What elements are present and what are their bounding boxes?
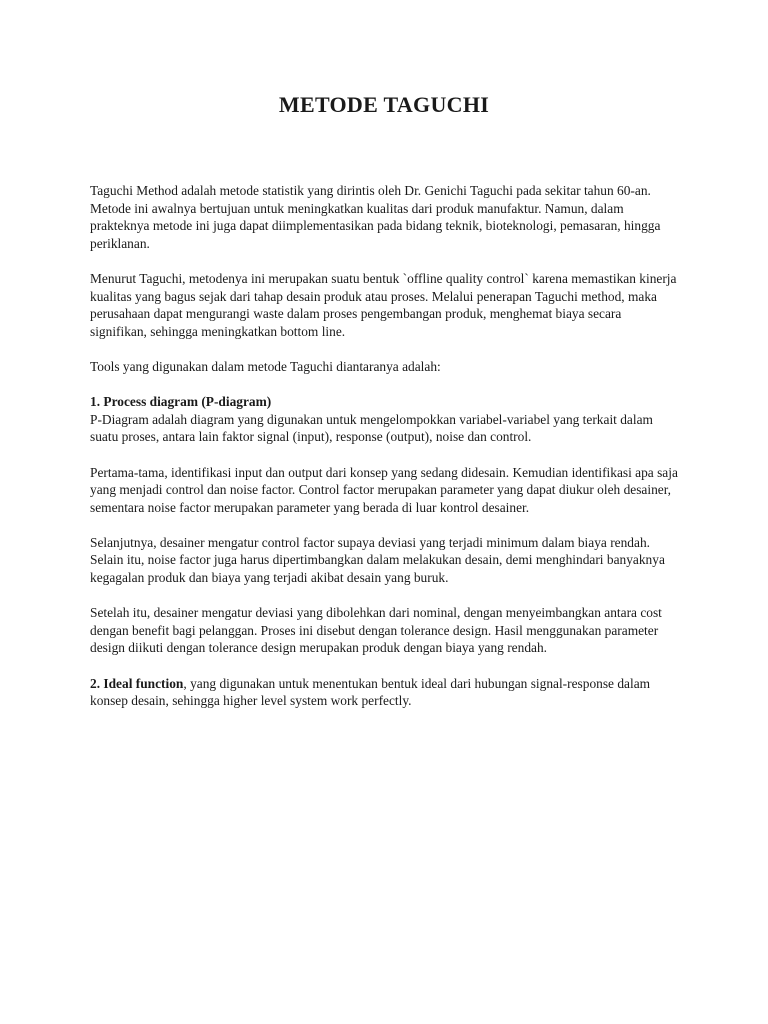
paragraph-intro: Taguchi Method adalah metode statistik yang dirintis oleh Dr. Genichi Taguchi pada sekitar tahun 60-an. Metode ini awalnya bertujuan untuk meningkatkan kualitas dari produk manufaktur. Namun, dalam prakteknya metode ini juga dapat diimplementasikan pada bidang teknik, bioteknologi, pemasaran, hingga periklanan. [90,183,661,251]
document-title: METODE TAGUCHI [278,92,490,117]
section-heading-ideal-function: 2. Ideal function [90,675,184,691]
section-heading-process-diagram: 1. Process diagram (P-diagram) [90,394,272,410]
section-text-process-diagram: P-Diagram adalah diagram yang digunakan untuk mengelompokkan variabel-variabel yang terkait dalam suatu proses, antara lain faktor signal (input), response (output), noise dan control. [90,411,653,445]
paragraph-step-2: Selanjutnya, desainer mengatur control factor supaya deviasi yang terjadi minimum dalam biaya rendah. Selain itu, noise factor juga harus dipertimbangkan dalam melakukan desain, demi menghindari banyaknya kegagalan produk dan biaya yang terjadi akibat desain yang buruk. [90,534,665,586]
document-body [90,182,678,727]
paragraph-step-1: Pertama-tama, identifikasi input dan output dari konsep yang sedang didesain. Kemudian identifikasi apa saja yang menjadi control dan noise factor. Control factor merupakan parameter yang dapat diukur oleh desainer, sementara noise factor merupakan parameter yang berada di luar kontrol desainer. [90,464,678,515]
section-ideal-function [90,675,678,710]
paragraph-step-3: Setelah itu, desainer mengatur deviasi yang dibolehkan dari nominal, dengan menyeimbangkan antara cost dengan benefit bagi pelanggan. Proses ini disebut dengan tolerance design. Hasil menggunakan parameter design diikuti dengan tolerance design merupakan produk dengan biaya yang rendah. [90,605,662,656]
section-process-diagram [90,393,678,446]
paragraph-concept: Menurut Taguchi, metodenya ini merupakan suatu bentuk `offline quality control` karena memastikan kinerja kualitas yang bagus sejak dari tahap desain produk atau proses. Melalui penerapan Taguchi method, maka perusahaan dapat mengurangi waste dalam proses pengembangan produk, menghemat biaya secara signifikan, sehingga meningkatkan bottom line. [90,270,677,339]
section-text-ideal-function: , yang digunakan untuk menentukan bentuk ideal dari hubungan signal-response dalam konsep desain, sehingga higher level system work perfectly. [90,675,651,709]
paragraph-tools-intro: Tools yang digunakan dalam metode Taguchi diantaranya adalah: [90,358,441,374]
